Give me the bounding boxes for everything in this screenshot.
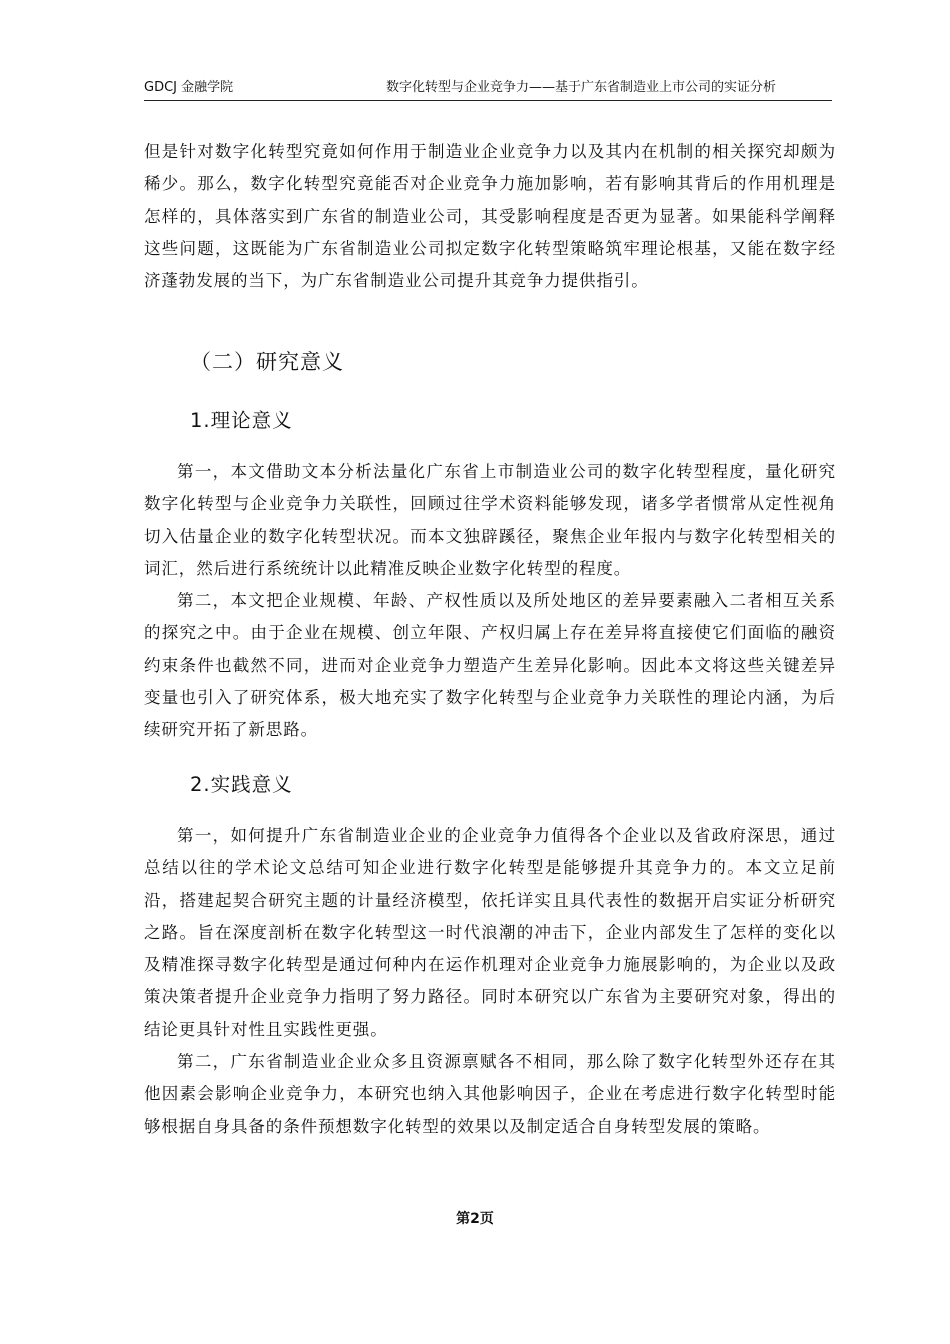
- theory-paragraph-1: 第一，本文借助文本分析法量化广东省上市制造业公司的数字化转型程度，量化研究数字化转型与企业竞争力关联性，回顾过往学术资料能够发现，诸多学者惯常从定性视角切入估量企业的数字化转型状况。而本文独辟蹊径，聚焦企业年报内与数字化转型相关的词汇，然后进行系统统计以此精准反映企业数字化转型的程度。: [144, 462, 836, 578]
- intro-paragraph: 但是针对数字化转型究竟如何作用于制造业企业竞争力以及其内在机制的相关探究却颇为稀少。那么，数字化转型究竟能否对企业竞争力施加影响，若有影响其背后的作用机理是怎样的，具体落实到广东省的制造业公司，其受影响程度是否更为显著。如果能科学阐释这些问题，这既能为广东省制造业公司拟定数字化转型策略筑牢理论根基，又能在数字经济蓬勃发展的当下，为广东省制造业公司提升其竞争力提供指引。: [144, 142, 836, 291]
- practice-paragraph-1: 第一，如何提升广东省制造业企业的企业竞争力值得各个企业以及省政府深思，通过总结以往的学术论文总结可知企业进行数字化转型是能够提升其竞争力的。本文立足前沿，搭建起契合研究主题的计量经济模型，依托详实且具代表性的数据开启实证分析研究之路。旨在深度剖析在数字化转型这一时代浪潮的冲击下，企业内部发生了怎样的变化以及精准探寻数字化转型是通过何种内在运作机理对企业竞争力施展影响的，为企业以及政策决策者提升企业竞争力指明了努力路径。同时本研究以广东省为主要研究对象，得出的结论更具针对性且实践性更强。: [144, 826, 836, 1039]
- subsection-heading-practice: 2.实践意义: [190, 773, 293, 796]
- page-number: 第2页: [456, 1211, 494, 1227]
- section-heading: （二）研究意义: [190, 350, 344, 374]
- theory-paragraph-2: 第二，本文把企业规模、年龄、产权性质以及所处地区的差异要素融入二者相互关系的探究之中。由于企业在规模、创立年限、产权归属上存在差异将直接使它们面临的融资约束条件也截然不同，进而对企业竞争力塑造产生差异化影响。因此本文将这些关键差异变量也引入了研究体系，极大地充实了数字化转型与企业竞争力关联性的理论内涵，为后续研究开拓了新思路。: [144, 591, 836, 740]
- subsection-heading-theory: 1.理论意义: [190, 409, 293, 432]
- header-paper-title: 数字化转型与企业竞争力——基于广东省制造业上市公司的实证分析: [385, 80, 776, 95]
- header-institution: GDCJ 金融学院: [144, 80, 234, 95]
- running-header: [144, 76, 832, 101]
- practice-paragraph-2: 第二，广东省制造业企业众多且资源禀赋各不相同，那么除了数字化转型外还存在其他因素会影响企业竞争力，本研究也纳入其他影响因子，企业在考虑进行数字化转型时能够根据自身具备的条件预想数字化转型的效果以及制定适合自身转型发展的策略。: [144, 1052, 836, 1136]
